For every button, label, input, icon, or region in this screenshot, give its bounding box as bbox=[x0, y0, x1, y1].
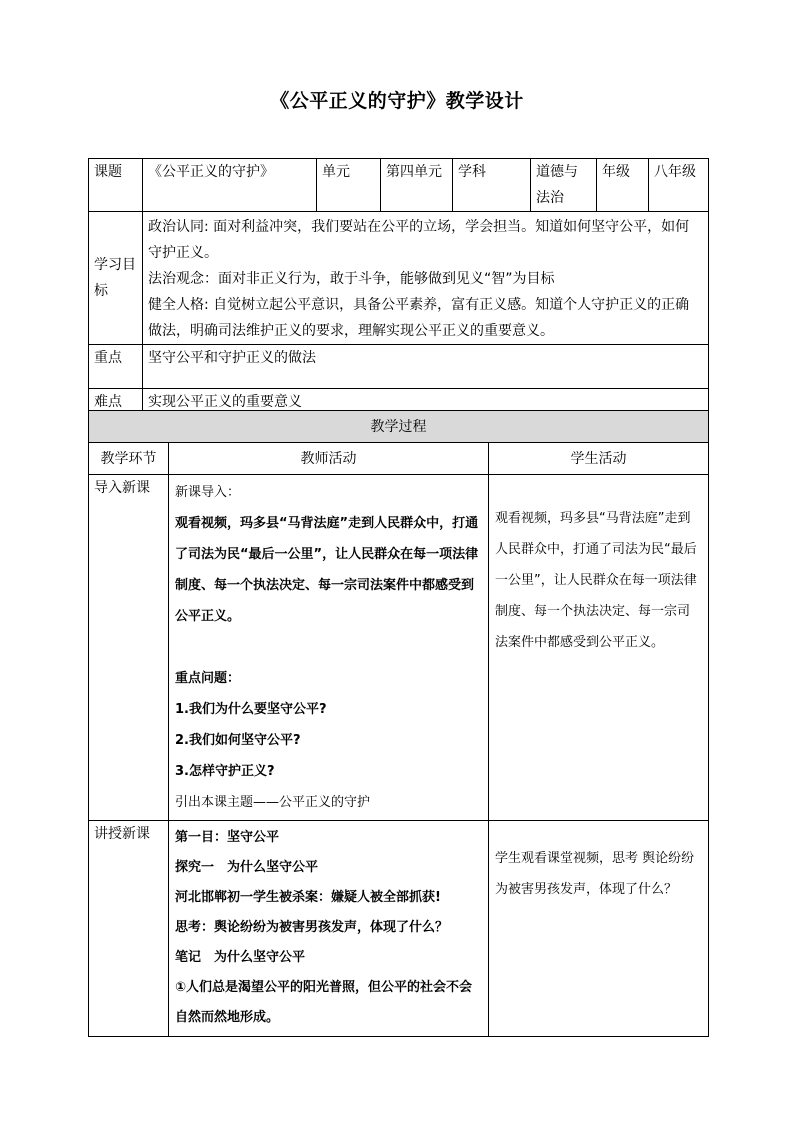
col-student-header: 学生活动 bbox=[489, 443, 709, 475]
subject-label: 学科 bbox=[453, 159, 531, 212]
goals-row bbox=[89, 212, 709, 345]
goals-label: 学习目标 bbox=[89, 212, 143, 345]
stage-teaching: 讲授新课 bbox=[89, 821, 169, 1037]
student-intro-text: 观看视频，玛多县“马背法庭”走到人民群众中，打通了司法为民“最后一公里”，让人民群众在每一项法律制度、每一个执法决定、每一宗司法案件中都感受到公平正义。 bbox=[495, 511, 697, 650]
questions-label: 重点问题： bbox=[175, 671, 241, 686]
teacher-activity-teaching bbox=[169, 821, 489, 1037]
question-2: 2.我们如何坚守公平? bbox=[175, 733, 301, 748]
info-table bbox=[88, 158, 709, 417]
process-heading: 教学过程 bbox=[89, 411, 709, 443]
intro-text: 观看视频，玛多县“马背法庭”走到人民群众中，打通了司法为民“最后一公里”，让人民群众在每一项法律制度、每一个执法决定、每一宗司法案件中都感受到公平正义。 bbox=[175, 516, 479, 624]
key-point-value: 坚守公平和守护正义的做法 bbox=[143, 345, 709, 389]
teach-line-5: 笔记 为什么坚守公平 bbox=[175, 950, 306, 965]
topic-value: 《公平正义的守护》 bbox=[143, 159, 317, 212]
process-header-row bbox=[89, 443, 709, 475]
unit-value: 第四单元 bbox=[381, 159, 453, 212]
key-point-label: 重点 bbox=[89, 345, 143, 389]
student-teaching-text: 学生观看课堂视频，思考 舆论纷纷为被害男孩发声，体现了什么？ bbox=[495, 851, 695, 897]
col-teacher-header: 教师活动 bbox=[169, 443, 489, 475]
teach-line-4: 思考：舆论纷纷为被害男孩发声，体现了什么？ bbox=[175, 920, 449, 935]
difficulty-label: 难点 bbox=[89, 389, 143, 417]
question-3: 3.怎样守护正义? bbox=[175, 764, 275, 779]
teach-line-3: 河北邯郸初一学生被杀案：嫌疑人被全部抓获! bbox=[175, 890, 441, 905]
topic-label: 课题 bbox=[89, 159, 143, 212]
process-table bbox=[88, 410, 709, 1037]
student-activity-intro bbox=[489, 475, 709, 821]
info-row bbox=[89, 159, 709, 212]
goal-law: 法治观念：面对非正义行为，敢于斗争，能够做到见义“智”为目标 bbox=[148, 271, 555, 287]
key-point-row bbox=[89, 345, 709, 389]
grade-value: 八年级 bbox=[649, 159, 709, 212]
document-title: 《公平正义的守护》教学设计 bbox=[270, 90, 524, 112]
stage-intro: 导入新课 bbox=[89, 475, 169, 821]
intro-label: 新课导入： bbox=[175, 485, 241, 500]
subject-value: 道德与法治 bbox=[531, 159, 597, 212]
teach-line-2: 探究一 为什么坚守公平 bbox=[175, 860, 319, 875]
grade-label: 年级 bbox=[597, 159, 649, 212]
process-heading-row bbox=[89, 411, 709, 443]
goals-content bbox=[143, 212, 709, 345]
goal-personality: 健全人格: 自觉树立起公平意识，具备公平素养，富有正义感。知道个人守护正义的正确做法，明确司法维护正义的要求，理解实现公平正义的重要意义。 bbox=[148, 297, 690, 339]
goal-political: 政治认同: 面对利益冲突，我们要站在公平的立场，学会担当。知道如何坚守公平，如何守护正义。 bbox=[148, 219, 690, 261]
lead-topic: 引出本课主题——公平正义的守护 bbox=[175, 795, 371, 810]
teach-line-6: ①人们总是渴望公平的阳光普照，但公平的社会不会自然而然地形成。 bbox=[175, 980, 473, 1025]
unit-label: 单元 bbox=[317, 159, 381, 212]
process-row-intro bbox=[89, 475, 709, 821]
question-1: 1.我们为什么要坚守公平? bbox=[175, 702, 327, 717]
student-activity-teaching bbox=[489, 821, 709, 1037]
teach-line-1: 第一目：坚守公平 bbox=[175, 830, 280, 845]
difficulty-value: 实现公平正义的重要意义 bbox=[143, 389, 709, 417]
col-stage-header: 教学环节 bbox=[89, 443, 169, 475]
teacher-activity-intro bbox=[169, 475, 489, 821]
process-row-teaching bbox=[89, 821, 709, 1037]
